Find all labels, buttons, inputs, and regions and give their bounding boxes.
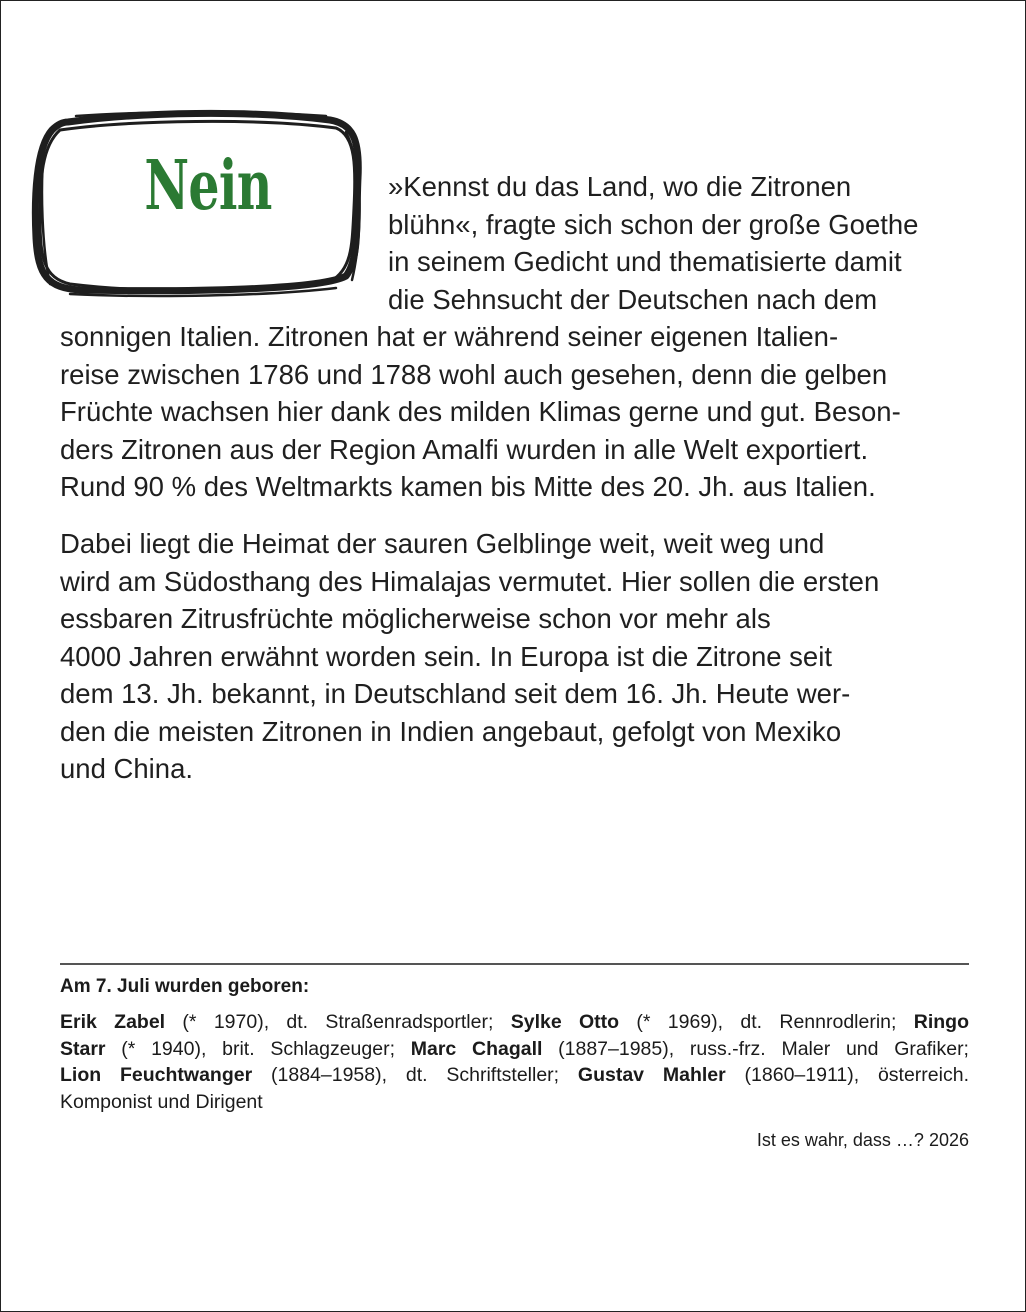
section-divider (60, 963, 969, 965)
person-info: (1884–1958), dt. Schriftsteller; (252, 1064, 578, 1086)
text-line: die Sehnsucht der Deutschen nach dem (388, 283, 878, 315)
text-line: Dabei liegt die Heimat der sauren Gelblinge weit, weit weg und (60, 528, 825, 559)
text-line: den die meisten Zitronen in Indien angebaut, gefolgt von Mexiko (60, 715, 842, 747)
text-line: »Kennst du das Land, wo die Zitronen (388, 171, 852, 202)
person-name: Marc Chagall (410, 1037, 543, 1060)
text-line: Früchte wachsen hier dank des milden Klimas gerne und gut. Beson- (60, 396, 901, 427)
person-name: Lion Feuchtwanger (60, 1064, 253, 1086)
births-list (60, 1009, 969, 1115)
intro-paragraph (60, 168, 975, 506)
births-line: Komponist und Dirigent (60, 1090, 263, 1113)
births-line (60, 1062, 969, 1089)
person-name: Ringo (913, 1011, 969, 1033)
person-info: (1887–1985), russ.-frz. Maler und Grafiker; (542, 1037, 969, 1060)
births-line (60, 1036, 969, 1063)
person-info: (* 1940), brit. Schlagzeuger; (105, 1037, 411, 1060)
text-line: wird am Südosthang des Himalajas vermutet. Hier sollen die ersten (60, 565, 880, 597)
person-name: Erik Zabel (60, 1011, 166, 1033)
births-line (60, 1009, 969, 1036)
person-info: (* 1969), dt. Rennrodlerin; (619, 1011, 914, 1033)
text-line: und China. (60, 753, 194, 784)
text-line: in seinem Gedicht und thematisierte damit (388, 246, 902, 277)
text-line: dem 13. Jh. bekannt, in Deutschland seit dem 16. Jh. Heute wer- (60, 678, 851, 709)
text-line: sonnigen Italien. Zitronen hat er während seiner eigenen Italien- (60, 321, 839, 352)
person-info: (* 1970), dt. Straßenradsportler; (165, 1011, 511, 1033)
answer-word: Nein (144, 146, 272, 226)
text-line: blühn«, fragte sich schon der große Goethe (388, 208, 919, 240)
text-line: Rund 90 % des Weltmarkts kamen bis Mitte des 20. Jh. aus Italien. (60, 471, 876, 502)
text-line: essbaren Zitrusfrüchte möglicherweise schon vor mehr als (60, 603, 771, 634)
text-line: reise zwischen 1786 und 1788 wohl auch gesehen, denn die gelben (60, 358, 888, 390)
person-name: Gustav Mahler (577, 1064, 726, 1086)
person-name: Sylke Otto (510, 1011, 620, 1033)
births-heading: Am 7. Juli wurden geboren: (60, 976, 310, 997)
footer-source: Ist es wahr, dass …? 2026 (756, 1130, 969, 1150)
person-info: (1860–1911), österreich. (725, 1064, 969, 1086)
text-line: 4000 Jahren erwähnt worden sein. In Europa ist die Zitrone seit (60, 640, 832, 672)
text-line: ders Zitronen aus der Region Amalfi wurden in alle Welt exportiert. (60, 433, 869, 465)
second-paragraph (60, 525, 975, 788)
person-name: Starr (60, 1037, 106, 1060)
